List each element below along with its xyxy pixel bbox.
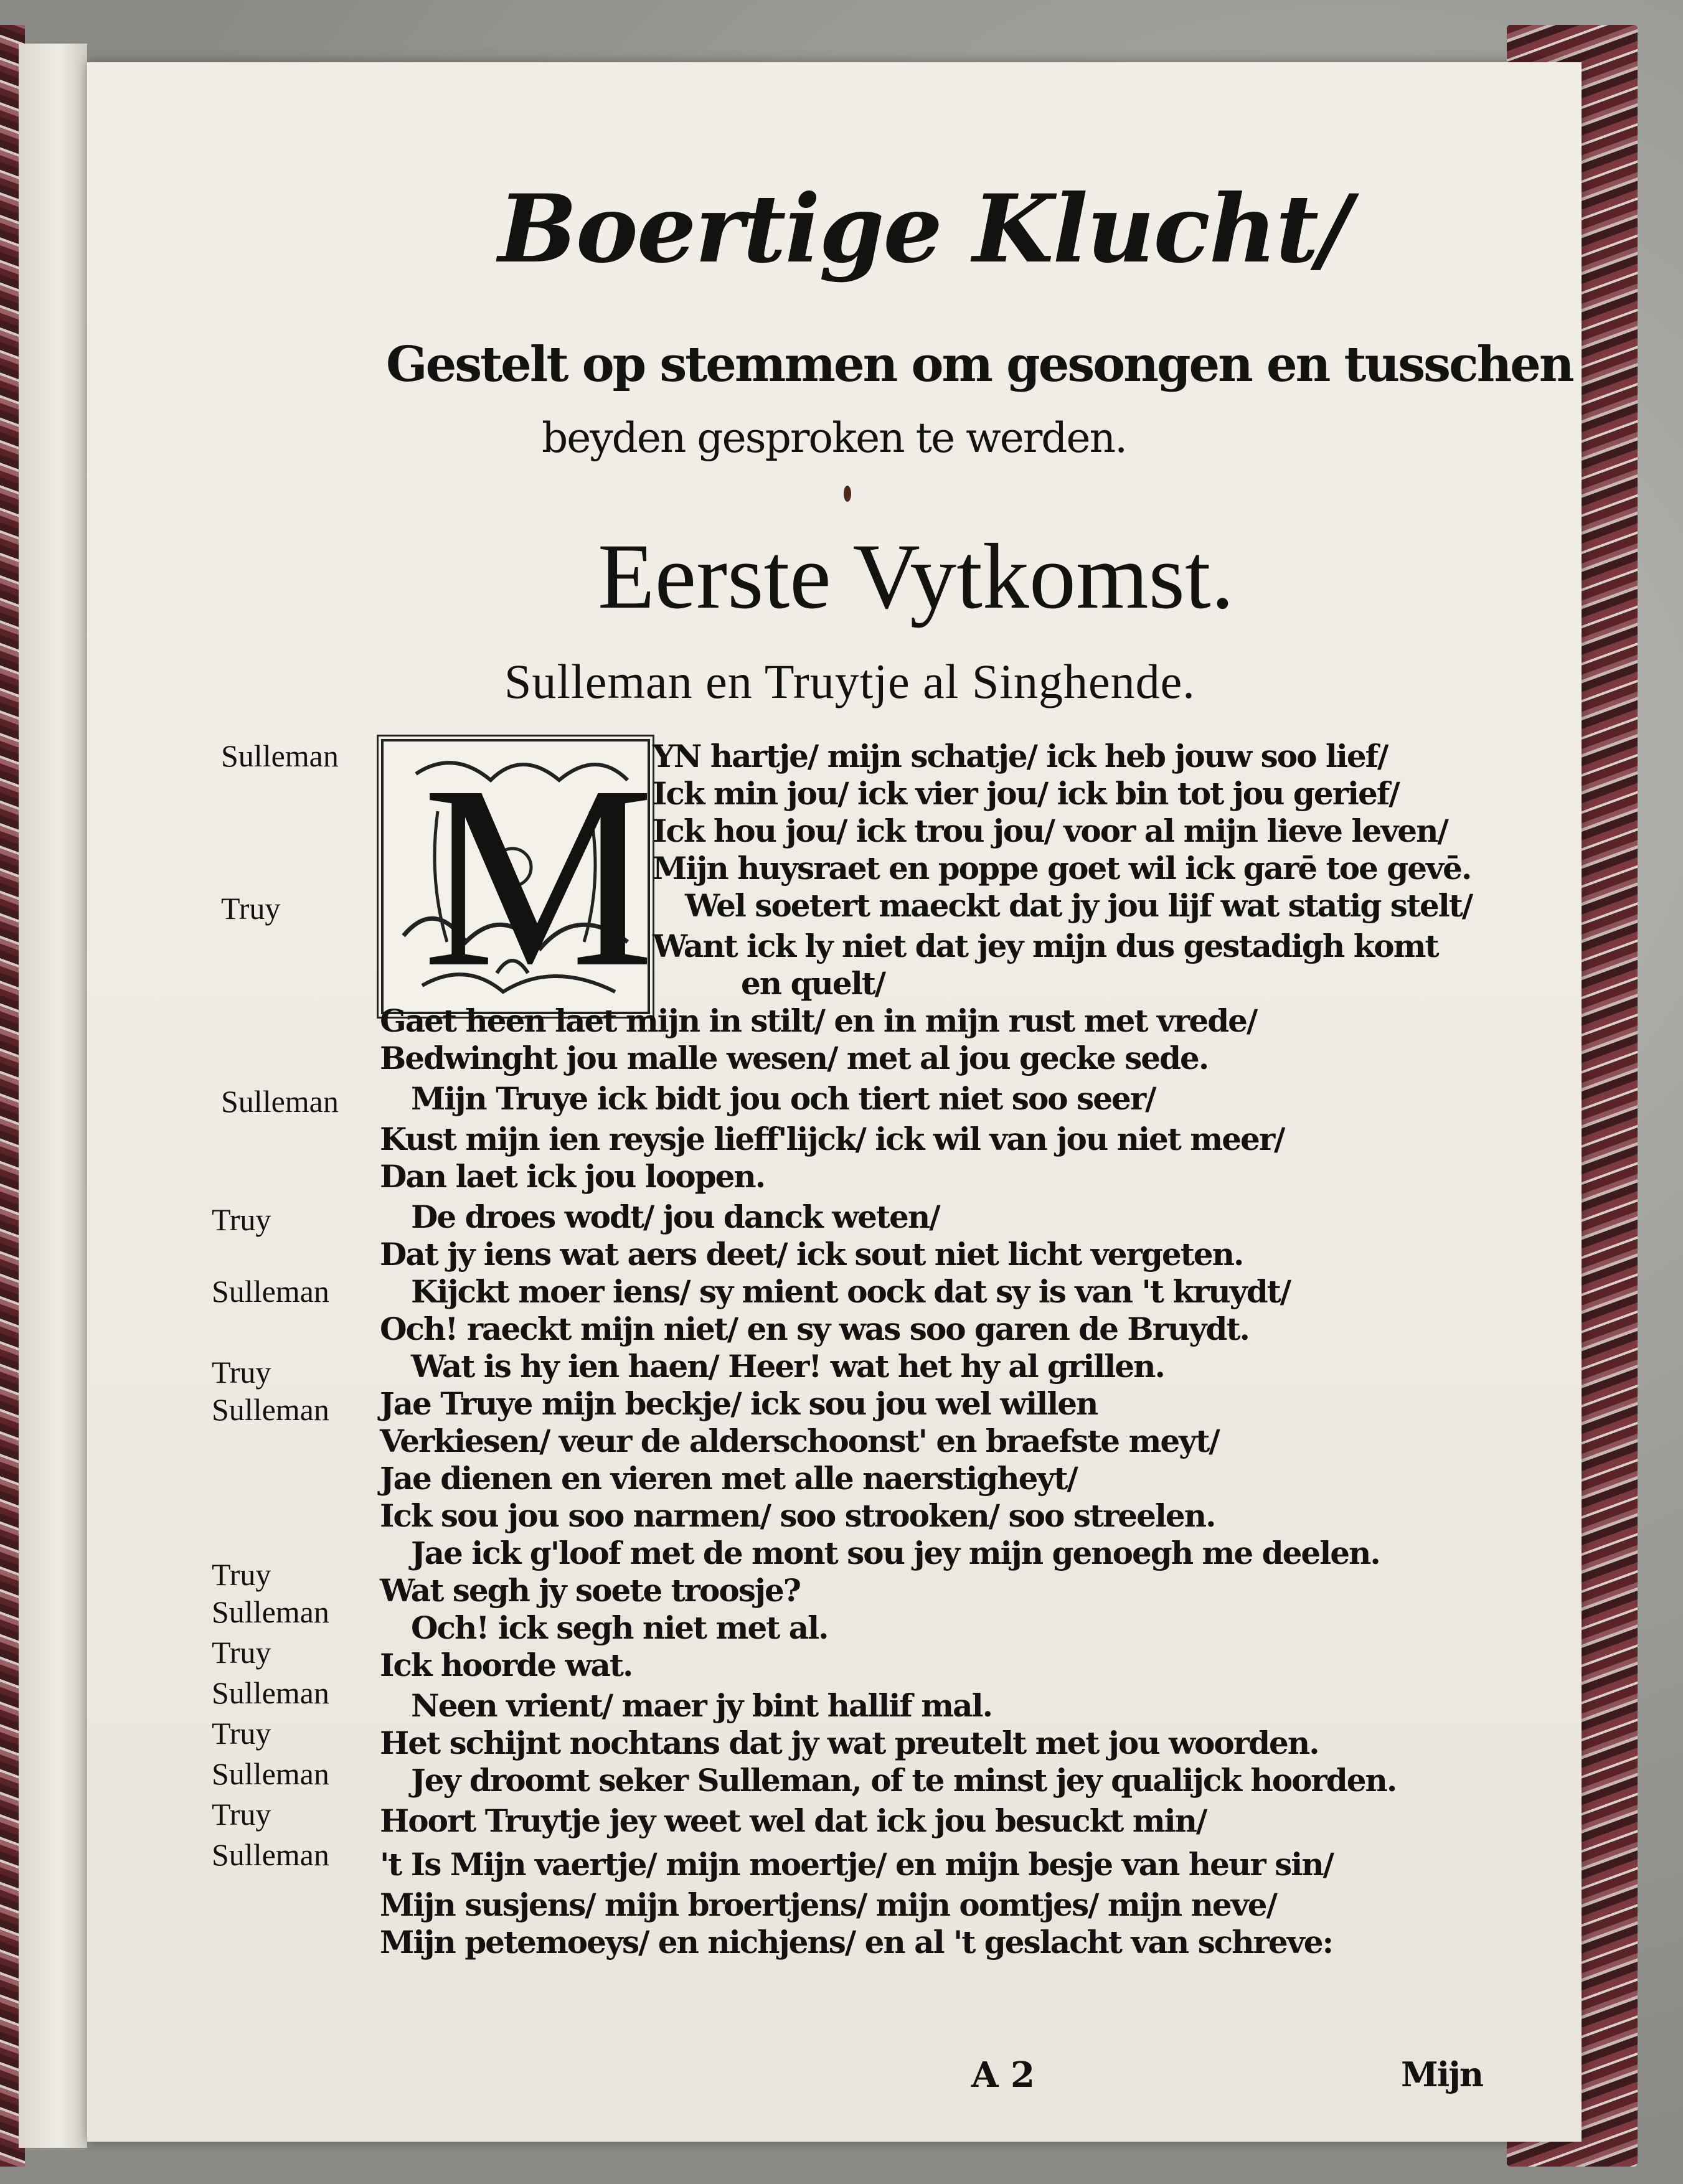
speaker-label: Truy [212, 1797, 271, 1832]
verse-line: Wel soetert maeckt dat jy jou lijf wat statig stelt/ [685, 887, 1473, 924]
verse-line: De droes wodt/ jou danck weten/ [411, 1198, 940, 1235]
verse-line: Wat segh jy soete troosje? [380, 1572, 801, 1609]
verse-line: Ick hoorde wat. [380, 1647, 633, 1683]
verse-line: Mijn huysraet en poppe goet wil ick garē toe gevē. [653, 850, 1471, 887]
verse-line: Och! raeckt mijn niet/ en sy was soo garen de Bruydt. [380, 1311, 1249, 1347]
catchword: Mijn [1401, 2055, 1483, 2094]
speaker-label: Sulleman [221, 738, 339, 773]
verse-line: en quelt/ [741, 965, 885, 1002]
verse-line: Gaet heen laet mijn in stilt/ en in mijn rust met vrede/ [380, 1002, 1257, 1039]
verse-line: Verkiesen/ veur de alderschoonst' en braefste meyt/ [380, 1423, 1219, 1459]
verse-line: Jae Truye mijn beckje/ ick sou jou wel willen [380, 1385, 1098, 1422]
verse-line: Kijckt moer iens/ sy mient oock dat sy is van 't kruydt/ [411, 1273, 1291, 1310]
speaker-label: Sulleman [212, 1675, 329, 1710]
verse-line: Bedwinght jou malle wesen/ met al jou gecke sede. [380, 1040, 1209, 1076]
speaker-label: Sulleman [212, 1274, 329, 1309]
verse-line: Jae dienen en vieren met alle naerstigheyt/ [380, 1460, 1077, 1497]
verse-line: Mijn Truye ick bidt jou och tiert niet soo seer/ [411, 1080, 1156, 1117]
title-subtitle-line1: Gestelt op stemmen om gesongen en tusschen [386, 336, 1573, 393]
verse-line: Het schijnt nochtans dat jy wat preutelt met jou woorden. [380, 1725, 1319, 1761]
speaker-label: Sulleman [212, 1594, 329, 1629]
verse-line: Dat jy iens wat aers deet/ ick sout niet licht vergeten. [380, 1236, 1243, 1273]
initial-letter: M [422, 732, 655, 1021]
verse-line: 't Is Mijn vaertje/ mijn moertje/ en mijn besje van heur sin/ [380, 1846, 1333, 1883]
speaker-label: Truy [212, 1557, 271, 1592]
verse-line: Neen vrient/ maer jy bint hallif mal. [411, 1687, 992, 1724]
title-main: Boertige Klucht/ [498, 174, 1351, 284]
speaker-label: Sulleman [212, 1756, 329, 1791]
ink-speck [844, 486, 851, 502]
speaker-label: Sulleman [212, 1392, 329, 1427]
section-heading: Eerste Vytkomst. [598, 525, 1235, 628]
decorated-initial [377, 732, 655, 1021]
speaker-label: Sulleman [212, 1837, 329, 1872]
speaker-label: Truy [212, 1202, 271, 1237]
speaker-label: Truy [212, 1716, 271, 1751]
verse-line: Kust mijn ien reysje lieff'lijck/ ick wil van jou niet meer/ [380, 1121, 1285, 1157]
section-subtitle: Sulleman en Truytje al Singhende. [504, 654, 1195, 708]
verse-line: Ick sou jou soo narmen/ soo strooken/ soo streelen. [380, 1497, 1215, 1534]
verse-line: Mijn susjens/ mijn broertjens/ mijn oomtjes/ mijn neve/ [380, 1886, 1276, 1923]
title-subtitle-line2: beyden gesproken te werden. [542, 414, 1127, 462]
book-page [87, 62, 1582, 2142]
verse-line: Ick hou jou/ ick trou jou/ voor al mijn lieve leven/ [653, 812, 1448, 849]
verse-line: Wat is hy ien haen/ Heer! wat het hy al grillen. [411, 1348, 1164, 1385]
speaker-label: Truy [221, 891, 281, 926]
left-page-edge [19, 44, 87, 2148]
verse-line: Jae ick g'loof met de mont sou jey mijn genoegh me deelen. [411, 1535, 1380, 1571]
speaker-label: Truy [212, 1635, 271, 1670]
verse-line: Ick min jou/ ick vier jou/ ick bin tot jou gerief/ [653, 775, 1399, 812]
signature-mark: A 2 [971, 2055, 1035, 2096]
verse-line: Want ick ly niet dat jey mijn dus gestadigh komt [653, 928, 1438, 964]
verse-line: YN hartje/ mijn schatje/ ick heb jouw soo lief/ [653, 738, 1388, 774]
verse-line: Dan laet ick jou loopen. [380, 1158, 765, 1195]
verse-line: Mijn petemoeys/ en nichjens/ en al 't geslacht van schreve: [380, 1924, 1333, 1960]
verse-line: Jey droomt seker Sulleman, of te minst jey qualijck hoorden. [411, 1762, 1397, 1799]
verse-line: Och! ick segh niet met al. [411, 1609, 828, 1646]
speaker-label: Truy [212, 1355, 271, 1390]
verse-line: Hoort Truytje jey weet wel dat ick jou besuckt min/ [380, 1802, 1207, 1839]
speaker-label: Sulleman [221, 1084, 339, 1119]
